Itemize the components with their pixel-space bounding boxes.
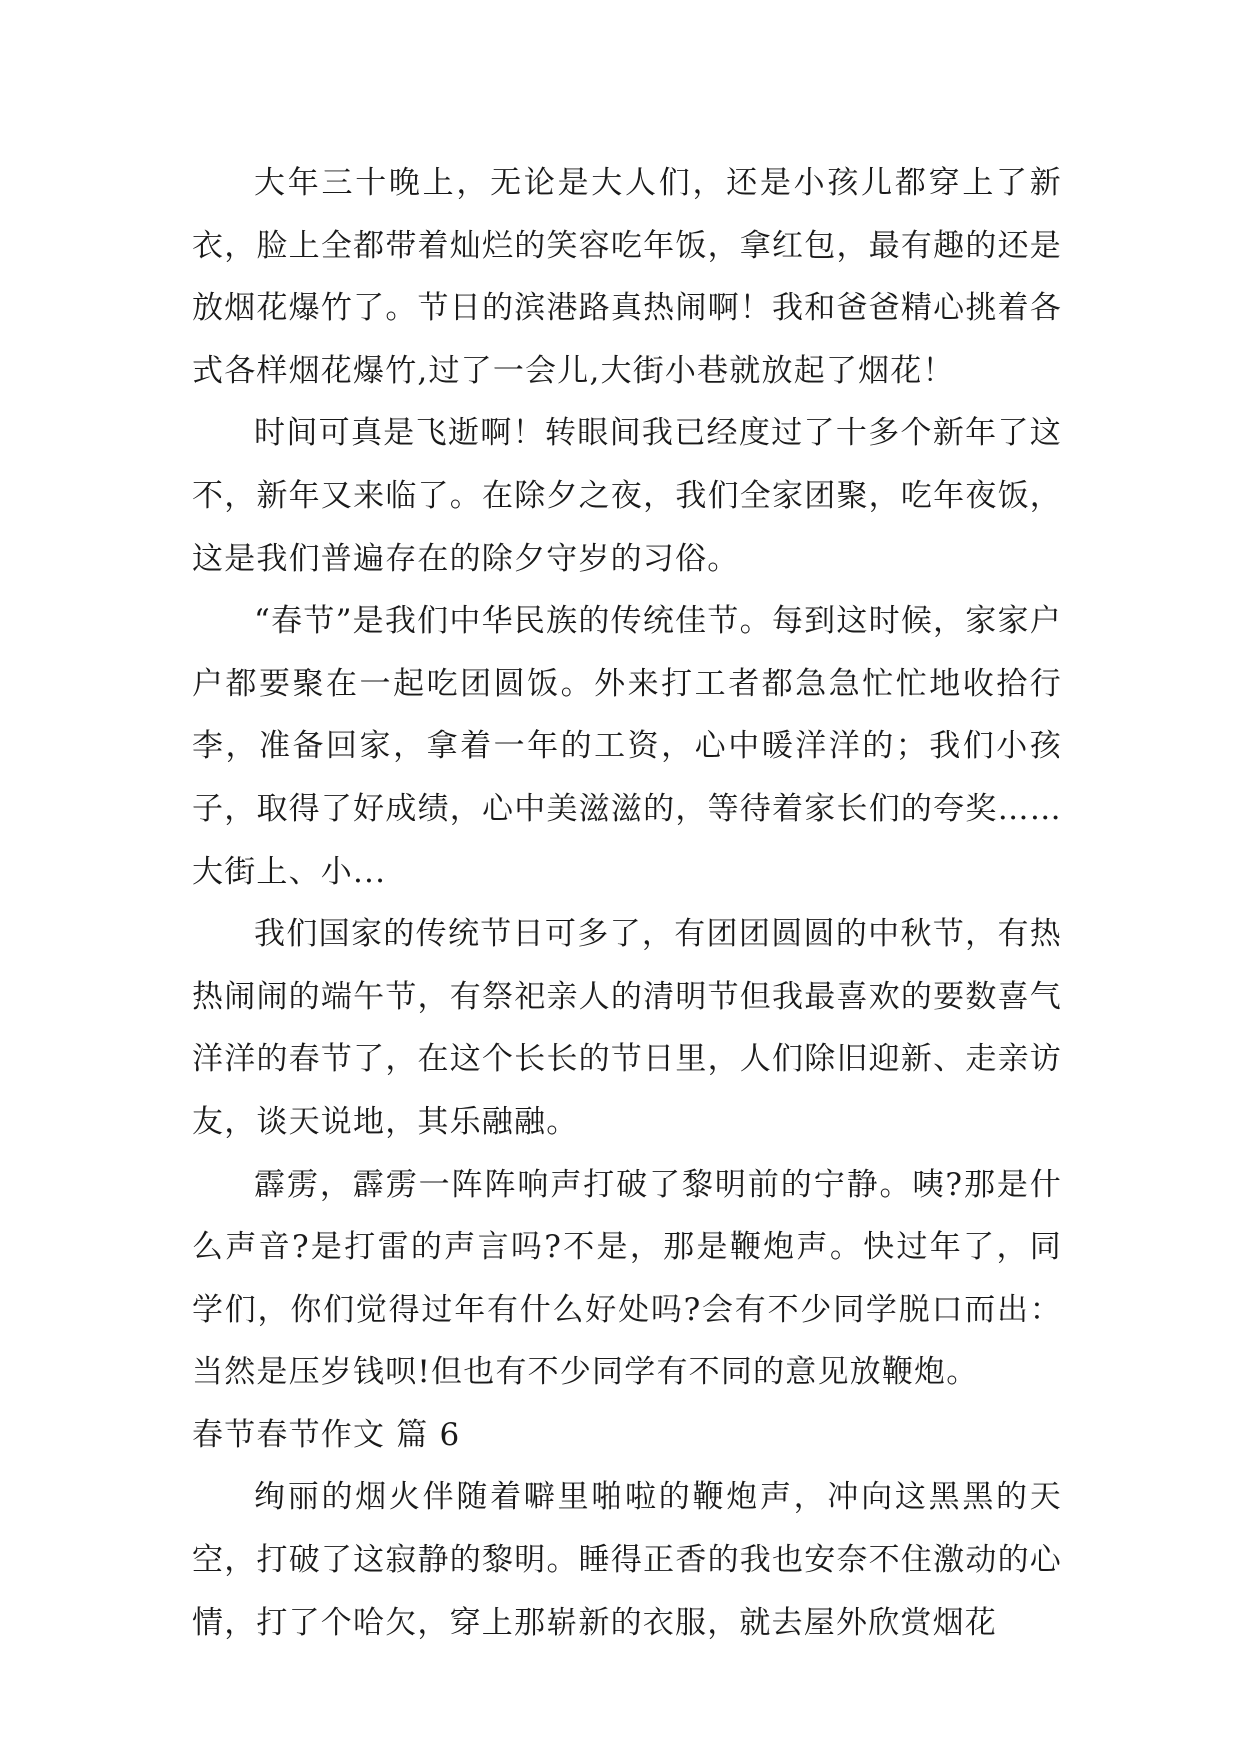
document-body [192,152,1062,1654]
paragraph-new-year-eve: 大年三十晚上，无论是大人们，还是小孩儿都穿上了新衣，脸上全都带着灿烂的笑容吃年饭，拿红包，最有趣的还是放烟花爆竹了。节日的滨港路真热闹啊！我和爸爸精心挑着各式各样烟花爆竹,过了一会儿,大街小巷就放起了烟花！ [192,165,1062,389]
paragraph-time-flies: 时间可真是飞逝啊！转眼间我已经度过了十多个新年了这不，新年又来临了。在除夕之夜，我们全家团聚，吃年夜饭，这是我们普遍存在的除夕守岁的习俗。 [192,415,1062,577]
paragraph-spring-festival: “春节”是我们中华民族的传统佳节。每到这时候，家家户户都要聚在一起吃团圆饭。外来打工者都急急忙忙地收拾行李，准备回家，拿着一年的工资，心中暖洋洋的；我们小孩子，取得了好成绩，心中美滋滋的，等待着家长们的夸奖……大街上、小... [192,603,1062,890]
paragraph-traditional-festivals: 我们国家的传统节日可多了，有团团圆圆的中秋节，有热热闹闹的端午节，有祭祀亲人的清明节但我最喜欢的要数喜气洋洋的春节了，在这个长长的节日里，人们除旧迎新、走亲访友，谈天说地，其乐融融。 [192,916,1062,1140]
section-heading: 春节春节作文 篇 6 [192,1416,461,1453]
paragraph-firecrackers: 霹雳，霹雳一阵阵响声打破了黎明前的宁静。咦?那是什么声音?是打雷的声言吗?不是，那是鞭炮声。快过年了，同学们，你们觉得过年有什么好处吗?会有不少同学脱口而出：当然是压岁钱呗!但也有不少同学有不同的意见放鞭炮。 [192,1166,1062,1391]
paragraph-fireworks: 绚丽的烟火伴随着噼里啪啦的鞭炮声，冲向这黑黑的天空，打破了这寂静的黎明。睡得正香的我也安奈不住激动的心情，打了个哈欠，穿上那崭新的衣服，就去屋外欣赏烟花 [192,1479,1062,1641]
